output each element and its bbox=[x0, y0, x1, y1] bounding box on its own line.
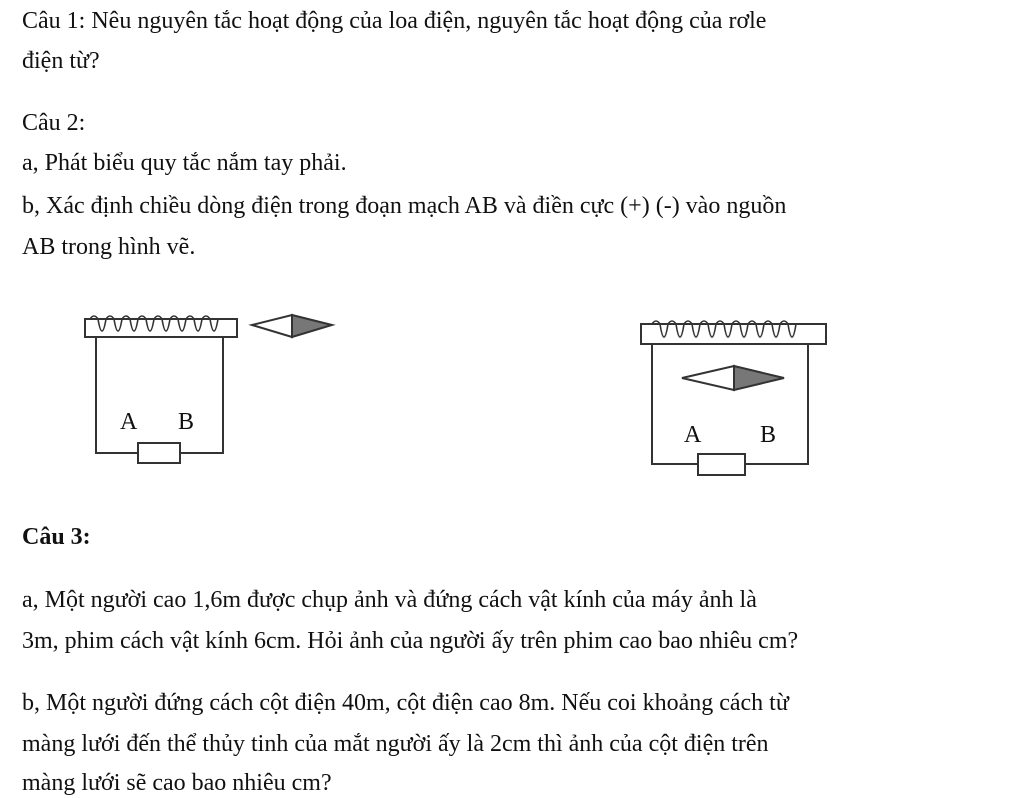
compass-needle bbox=[252, 315, 332, 337]
question-3-part-b-line-2: màng lưới đến thể thủy tinh của mắt người ấy là 2cm thì ảnh của cột điện trên bbox=[22, 731, 769, 757]
question-3-part-b-line-1: b, Một người đứng cách cột điện 40m, cột điện cao 8m. Nếu coi khoảng cách từ bbox=[22, 690, 789, 716]
label-a: A bbox=[120, 409, 138, 435]
label-a: A bbox=[684, 422, 702, 448]
question-2-part-b-line-1: b, Xác định chiều dòng điện trong đoạn mạch AB và điền cực (+) (-) vào nguồn bbox=[22, 193, 787, 219]
question-2-part-b-line-2: AB trong hình vẽ. bbox=[22, 234, 196, 260]
label-b: B bbox=[760, 422, 777, 448]
solenoid-core bbox=[641, 324, 826, 344]
question-2-part-a: a, Phát biểu quy tắc nắm tay phải. bbox=[22, 150, 347, 176]
power-source-ab bbox=[698, 454, 745, 475]
circuit-wire bbox=[652, 344, 808, 464]
question-2-heading: Câu 2: bbox=[22, 110, 86, 136]
circuit-wire bbox=[96, 337, 223, 453]
solenoid-core bbox=[85, 319, 237, 337]
question-3-part-b-line-3: màng lưới sẽ cao bao nhiêu cm? bbox=[22, 770, 332, 796]
circuit-figure-1 bbox=[80, 305, 340, 475]
question-3-part-a-line-1: a, Một người cao 1,6m được chụp ảnh và đứng cách vật kính của máy ảnh là bbox=[22, 587, 757, 613]
question-3-part-a-line-2: 3m, phim cách vật kính 6cm. Hỏi ảnh của người ấy trên phim cao bao nhiêu cm? bbox=[22, 628, 799, 654]
compass-needle bbox=[682, 366, 784, 390]
label-b: B bbox=[178, 409, 195, 435]
question-1-line-2: điện từ? bbox=[22, 48, 100, 74]
question-3-heading: Câu 3: bbox=[22, 524, 91, 550]
question-1-line-1: Câu 1: Nêu nguyên tắc hoạt động của loa điện, nguyên tắc hoạt động của rơle bbox=[22, 8, 767, 34]
power-source-ab bbox=[138, 443, 180, 463]
circuit-figure-2 bbox=[638, 312, 838, 487]
